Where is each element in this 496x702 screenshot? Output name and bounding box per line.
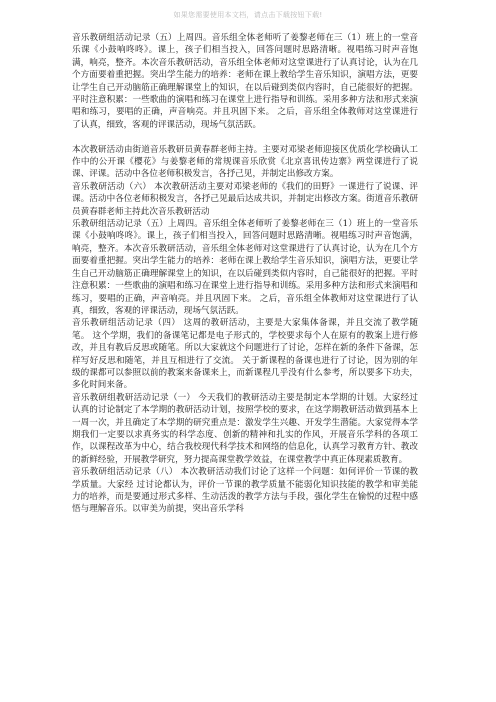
document-body [72,32,418,516]
paragraph-2: 本次教研活动由街道音乐教研员黄春群老师主持。主要对邓梁老师迎接区优质化学校确认工作中的公开课《樱花》与姜黎老师的常规课音乐欣赏《北京喜讯传边寨》两堂课进行了说课、评课。活动中各位老师积极发言，各抒己见，并制定出修改方案。 [72,144,418,180]
paragraph-4: 乐教研组活动记录（五）上周四。音乐组全体老师听了姜黎老师在三（1）班上的一堂音乐课《小鼓响咚咚》。课上，孩子们相当投入，回答问题时思路清晰。视唱练习时声音饱满，响亮，整齐。本次音乐教研活动，音乐组全体老师对这堂课进行了认真讨论，认为在几个方面要着重把握。突出学生能力的培养：老师在课上教给学生音乐知识，演唱方法，更要让学生自己开动脑筋正确理解课堂上的知识，在以后碰到类似内容时，自己能很好的把握。平时注意积累：一些歌曲的演唱和练习在课堂上进行指导和训练。采用多种方法和形式来演唱和练习，要唱的正确，声音响亮。并且巩固下来。 之后，音乐组全体教师对这堂课进行了认真，细致，客观的评课活动，现场气氛活跃。 [72,219,418,316]
paragraph-6: 音乐教研组教研活动记录（一） 今天我们的教研活动主要是制定本学期的计划。大家经过认真的讨论制定了本学期的教研活动计划，按照学校的要求，在这学期教研活动做到基本上一周一次，并且确定了本学期的研究重点是：激发学生兴趣、开发学生潜能。大家觉得本学期我们一定要以求真务实的科学态度、创新的精神和扎实的作风，开展音乐学科的各项工作，以课程改革为中心，结合我校现代科学技术和网络的信息化，认真学习教育方针、教改的新鲜经验，开展教学研究，努力提高课堂教学效益，在课堂教学中真正体现素质教育。 [72,392,418,465]
watermark-text: 如果您需要使用本文档，请点击下载按钮下载! [173,11,323,19]
paragraph-3: 音乐教研活动（六） 本次教研活动主要对邓梁老师的《我们的田野》一课进行了说课、评课。活动中各位老师积极发言，各抒己见最后达成共识，并制定出修改方案。街道音乐教研员黄春群老师主持此次音乐教研活动 [72,181,418,217]
paragraph-5: 音乐教研组活动记录（四） 这周的教研活动，主要是大家集体备课，并且交流了教学随笔。 这个学期，我们的备课笔记都是电子形式的，学校要求每个人在原有的教案上进行修改，并且有教后反思或随笔。所以大家就这个问题进行了讨论，怎样在新的条件下备课，怎样写好反思和随笔，并且互相进行了交流。 关于新课程的备课也进行了讨论，因为别的年级的课都可以参照以前的教案来备课来上，而新课程几乎没有什么参考，所以要多下功夫，多化时间来备。 [72,318,418,391]
paragraph-7: 音乐教研组活动记录（八） 本次教研活动我们讨论了这样一个问题：如何评价一节课的教学质量。大家经 过讨论都认为，评价一节课的教学质量不能弱化知识技能的教学和审美能力的培养，而是要通过形式多样、生动活泼的教学方法与手段，强化学生在愉悦的过程中感悟与理解音乐。以审美为前提，突出音乐学科 [72,467,418,515]
paragraph-1: 音乐教研组活动记录（五）上周四。音乐组全体老师听了姜黎老师在三（1）班上的一堂音乐课《小鼓响咚咚》。课上，孩子们相当投入，回答问题时思路清晰。视唱练习时声音饱满，响亮，整齐。本次音乐教研活动，音乐组全体老师对这堂课进行了认真讨论，认为在几个方面要着重把握。突出学生能力的培养：老师在课上教给学生音乐知识，演唱方法，更要让学生自己开动脑筋正确理解课堂上的知识，在以后碰到类似内容时，自己能很好的把握。平时注意积累：一些歌曲的演唱和练习在课堂上进行指导和训练。采用多种方法和形式来演唱和练习，要唱的正确，声音响亮。并且巩固下来。 之后，音乐组全体教师对这堂课进行了认真，细致，客观的评课活动，现场气氛活跃。 [72,33,418,130]
